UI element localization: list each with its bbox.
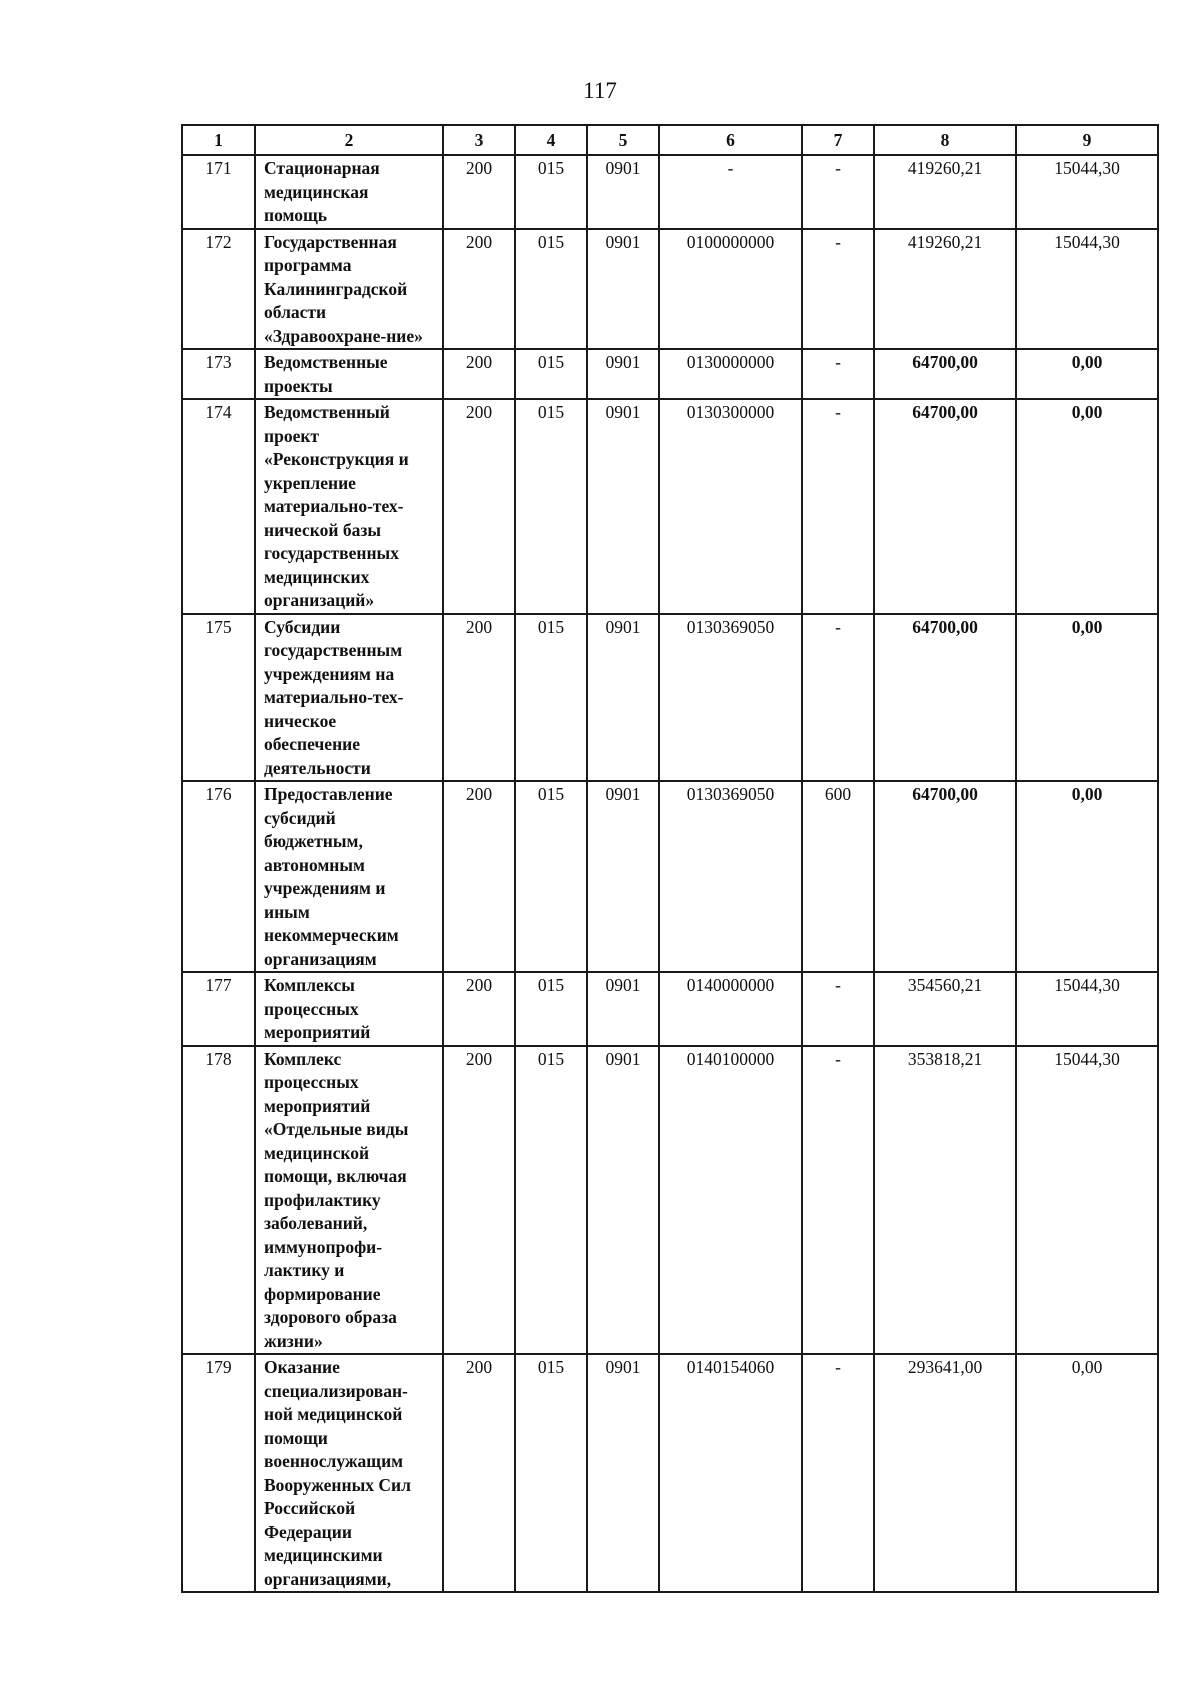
code-col-4: 015 <box>515 155 587 229</box>
amount-col-8: 419260,21 <box>874 229 1016 350</box>
amount-col-9: 15044,30 <box>1016 1046 1158 1355</box>
item-name: Государственная программа Калининградской области «Здравоохране-ние» <box>255 229 443 350</box>
item-name: Оказание специализирован-ной медицинской помощи военнослужащим Вооруженных Сил Российской Федерации медицинскими организациями, <box>255 1354 443 1592</box>
code-col-6: 0140100000 <box>659 1046 802 1355</box>
code-col-5: 0901 <box>587 1354 659 1592</box>
code-col-3: 200 <box>443 1354 515 1592</box>
code-col-4: 015 <box>515 972 587 1046</box>
code-col-7: - <box>802 972 874 1046</box>
row-number: 178 <box>182 1046 255 1355</box>
code-col-7: 600 <box>802 781 874 972</box>
item-name: Комплекс процессных мероприятий «Отдельные виды медицинской помощи, включая профилактику заболеваний, иммунопрофи-лактику и формирование здорового образа жизни» <box>255 1046 443 1355</box>
code-col-3: 200 <box>443 781 515 972</box>
code-col-7: - <box>802 1354 874 1592</box>
code-col-5: 0901 <box>587 781 659 972</box>
code-col-6: 0130369050 <box>659 614 802 782</box>
code-col-4: 015 <box>515 349 587 399</box>
code-col-3: 200 <box>443 229 515 350</box>
amount-col-8: 64700,00 <box>874 349 1016 399</box>
amount-col-8: 293641,00 <box>874 1354 1016 1592</box>
code-col-7: - <box>802 155 874 229</box>
amount-col-9: 15044,30 <box>1016 229 1158 350</box>
code-col-7: - <box>802 349 874 399</box>
page-number: 117 <box>583 78 617 103</box>
row-number: 176 <box>182 781 255 972</box>
table-row <box>182 399 1158 614</box>
code-col-3: 200 <box>443 399 515 614</box>
code-col-3: 200 <box>443 972 515 1046</box>
table-row <box>182 1046 1158 1355</box>
column-header: 4 <box>515 125 587 155</box>
amount-col-9: 15044,30 <box>1016 972 1158 1046</box>
code-col-5: 0901 <box>587 1046 659 1355</box>
amount-col-9: 15044,30 <box>1016 155 1158 229</box>
item-name: Стационарная медицинская помощь <box>255 155 443 229</box>
amount-col-8: 64700,00 <box>874 399 1016 614</box>
item-name: Ведомственные проекты <box>255 349 443 399</box>
code-col-3: 200 <box>443 349 515 399</box>
code-col-6: 0130000000 <box>659 349 802 399</box>
row-number: 174 <box>182 399 255 614</box>
code-col-6: 0100000000 <box>659 229 802 350</box>
amount-col-9: 0,00 <box>1016 614 1158 782</box>
amount-col-9: 0,00 <box>1016 1354 1158 1592</box>
code-col-5: 0901 <box>587 229 659 350</box>
code-col-3: 200 <box>443 1046 515 1355</box>
amount-col-8: 64700,00 <box>874 614 1016 782</box>
code-col-6: 0140154060 <box>659 1354 802 1592</box>
column-header: 2 <box>255 125 443 155</box>
code-col-4: 015 <box>515 229 587 350</box>
item-name: Комплексы процессных мероприятий <box>255 972 443 1046</box>
code-col-6: 0130300000 <box>659 399 802 614</box>
code-col-5: 0901 <box>587 399 659 614</box>
item-name: Субсидии государственным учреждениям на материально-тех-ническое обеспечение деятельности <box>255 614 443 782</box>
amount-col-9: 0,00 <box>1016 781 1158 972</box>
column-header: 1 <box>182 125 255 155</box>
budget-table <box>181 124 1159 1593</box>
column-header: 5 <box>587 125 659 155</box>
code-col-7: - <box>802 229 874 350</box>
code-col-5: 0901 <box>587 614 659 782</box>
amount-col-8: 419260,21 <box>874 155 1016 229</box>
code-col-4: 015 <box>515 1354 587 1592</box>
row-number: 173 <box>182 349 255 399</box>
code-col-5: 0901 <box>587 155 659 229</box>
column-header: 3 <box>443 125 515 155</box>
code-col-6: 0140000000 <box>659 972 802 1046</box>
item-name: Предоставление субсидий бюджетным, автономным учреждениям и иным некоммерческим организациям <box>255 781 443 972</box>
amount-col-9: 0,00 <box>1016 349 1158 399</box>
code-col-7: - <box>802 1046 874 1355</box>
code-col-6: 0130369050 <box>659 781 802 972</box>
amount-col-8: 354560,21 <box>874 972 1016 1046</box>
row-number: 177 <box>182 972 255 1046</box>
table-row <box>182 781 1158 972</box>
code-col-4: 015 <box>515 1046 587 1355</box>
row-number: 171 <box>182 155 255 229</box>
table-row <box>182 614 1158 782</box>
column-header: 7 <box>802 125 874 155</box>
code-col-7: - <box>802 614 874 782</box>
code-col-6: - <box>659 155 802 229</box>
column-header: 6 <box>659 125 802 155</box>
row-number: 172 <box>182 229 255 350</box>
amount-col-9: 0,00 <box>1016 399 1158 614</box>
amount-col-8: 64700,00 <box>874 781 1016 972</box>
code-col-4: 015 <box>515 399 587 614</box>
table-row <box>182 1354 1158 1592</box>
column-header: 8 <box>874 125 1016 155</box>
code-col-5: 0901 <box>587 972 659 1046</box>
code-col-3: 200 <box>443 614 515 782</box>
table-row <box>182 972 1158 1046</box>
amount-col-8: 353818,21 <box>874 1046 1016 1355</box>
table-row <box>182 349 1158 399</box>
code-col-4: 015 <box>515 781 587 972</box>
row-number: 179 <box>182 1354 255 1592</box>
table-row <box>182 229 1158 350</box>
code-col-7: - <box>802 399 874 614</box>
column-header: 9 <box>1016 125 1158 155</box>
table-header-row <box>182 125 1158 155</box>
code-col-3: 200 <box>443 155 515 229</box>
code-col-4: 015 <box>515 614 587 782</box>
item-name: Ведомственный проект «Реконструкция и укрепление материально-тех-нической базы государственных медицинских организаций» <box>255 399 443 614</box>
table-row <box>182 155 1158 229</box>
row-number: 175 <box>182 614 255 782</box>
code-col-5: 0901 <box>587 349 659 399</box>
